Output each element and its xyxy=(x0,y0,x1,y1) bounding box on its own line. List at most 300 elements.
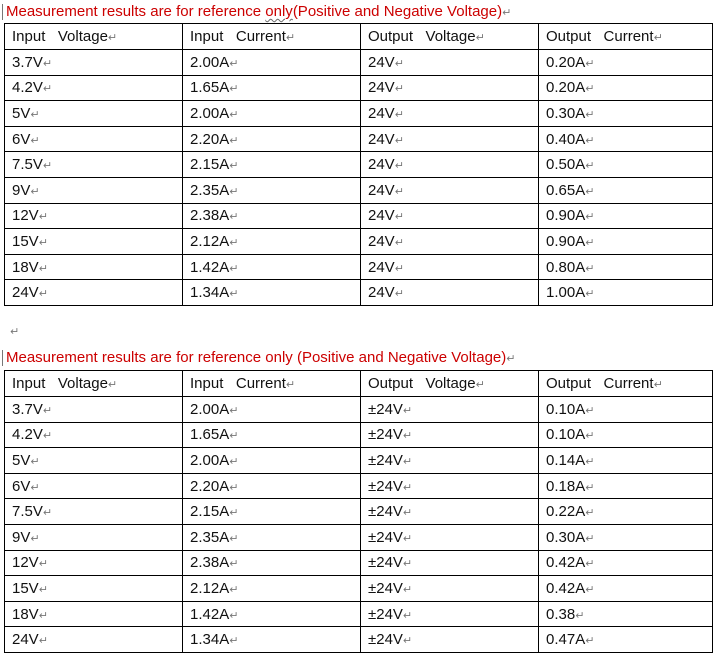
table-header-row xyxy=(5,24,713,50)
cell-value: ±24V xyxy=(368,477,403,495)
table-body xyxy=(5,371,713,653)
cell-value: 24V xyxy=(368,284,395,302)
paragraph-mark-icon: ↵ xyxy=(38,236,48,249)
paragraph-mark-icon: ↵ xyxy=(42,404,53,417)
cell-value: 0.20A xyxy=(546,53,586,71)
table-cell xyxy=(183,473,361,499)
cell-value: 2.12A xyxy=(190,232,230,250)
table-cell xyxy=(183,448,361,474)
table-cell xyxy=(361,499,539,525)
paragraph-mark-icon: ↵ xyxy=(585,185,595,198)
cell-value: 6V xyxy=(12,477,31,495)
paragraph-mark-icon: ↵ xyxy=(394,108,404,121)
cell-value: 0.20A xyxy=(546,79,586,97)
table-row xyxy=(5,229,713,255)
table-cell xyxy=(361,473,539,499)
paragraph-mark-icon: ↵ xyxy=(38,635,48,648)
paragraph-mark-icon: ↵ xyxy=(30,455,40,468)
paragraph-mark-icon: ↵ xyxy=(394,236,404,249)
paragraph-mark-icon: ↵ xyxy=(229,430,239,443)
paragraph-mark-icon: ↵ xyxy=(585,211,595,224)
table-cell xyxy=(539,422,713,448)
cell-value: 12V xyxy=(12,207,39,225)
table-cell xyxy=(183,229,361,255)
table-cell xyxy=(539,254,713,280)
cell-value: 2.20A xyxy=(190,477,230,495)
paragraph-mark-icon: ↵ xyxy=(402,481,413,494)
cell-value: 24V xyxy=(368,130,395,148)
paragraph-mark-icon: ↵ xyxy=(402,507,413,520)
table-cell xyxy=(361,101,539,127)
cell-value: 3.7V xyxy=(12,53,43,71)
results-table-single-voltage xyxy=(4,23,713,306)
paragraph-mark-icon: ↵ xyxy=(394,134,404,147)
table-cell xyxy=(539,229,713,255)
paragraph-mark-icon: ↵ xyxy=(229,507,239,520)
table-cell xyxy=(361,280,539,306)
table-row xyxy=(5,601,713,627)
cell-value: 18V xyxy=(12,258,39,276)
table-row xyxy=(5,203,713,229)
paragraph-mark-icon: ↵ xyxy=(394,262,404,275)
table-cell xyxy=(5,203,183,229)
table-row xyxy=(5,627,713,653)
cell-value: 5V xyxy=(12,104,31,122)
column-header xyxy=(361,371,539,397)
cell-value: 2.20A xyxy=(190,130,230,148)
cell-value: 1.34A xyxy=(190,284,230,302)
cell-value: 0.30A xyxy=(546,528,586,546)
table-cell xyxy=(183,101,361,127)
table-row xyxy=(5,524,713,550)
paragraph-mark-icon: ↵ xyxy=(229,160,239,173)
cell-value: 2.15A xyxy=(190,503,230,521)
column-header xyxy=(361,24,539,50)
table-cell xyxy=(361,397,539,423)
paragraph-mark-icon: ↵ xyxy=(502,7,512,19)
paragraph-mark-icon: ↵ xyxy=(229,57,239,70)
cell-value: 2.35A xyxy=(190,181,230,199)
table-cell xyxy=(539,397,713,423)
cell-value: 1.65A xyxy=(190,79,230,97)
table-cell xyxy=(5,524,183,550)
table-cell xyxy=(5,152,183,178)
table-cell xyxy=(361,550,539,576)
table-cell xyxy=(183,152,361,178)
column-header-label: Output Current xyxy=(546,28,654,45)
paragraph-mark-icon: ↵ xyxy=(229,481,239,494)
table-cell xyxy=(361,50,539,76)
paragraph-mark-icon: ↵ xyxy=(402,635,413,648)
paragraph-mark-icon: ↵ xyxy=(42,83,53,96)
cell-value: 24V xyxy=(368,156,395,174)
table-cell xyxy=(361,254,539,280)
table-cell xyxy=(5,550,183,576)
table-row xyxy=(5,50,713,76)
paragraph-mark-icon: ↵ xyxy=(229,211,239,224)
table-cell xyxy=(361,524,539,550)
cell-value: ±24V xyxy=(368,503,403,521)
column-header xyxy=(5,24,183,50)
paragraph-mark-icon: ↵ xyxy=(402,404,413,417)
paragraph-mark-icon: ↵ xyxy=(585,160,595,173)
table-row xyxy=(5,280,713,306)
table-cell xyxy=(539,126,713,152)
cell-value: 2.38A xyxy=(190,554,230,572)
table-cell xyxy=(5,397,183,423)
table-cell xyxy=(5,448,183,474)
cell-value: 18V xyxy=(12,605,39,623)
table-cell xyxy=(539,448,713,474)
cell-value: 0.40A xyxy=(546,130,586,148)
table-cell xyxy=(183,203,361,229)
cell-value: 0.22A xyxy=(546,503,586,521)
heading-text-tail: (Positive and Negative Voltage) xyxy=(292,3,503,20)
text-cursor-bar xyxy=(2,4,3,20)
cell-value: 2.00A xyxy=(190,53,230,71)
cell-value: 0.38 xyxy=(546,605,576,623)
table-cell xyxy=(539,576,713,602)
table-cell xyxy=(539,50,713,76)
paragraph-mark-icon: ↵ xyxy=(38,558,48,571)
paragraph-mark-icon: ↵ xyxy=(229,583,239,596)
table-cell xyxy=(5,126,183,152)
cell-value: 2.00A xyxy=(190,400,230,418)
table-cell xyxy=(361,229,539,255)
paragraph-mark-icon: ↵ xyxy=(285,32,296,44)
table-cell xyxy=(361,75,539,101)
table-cell xyxy=(183,499,361,525)
table-cell xyxy=(5,254,183,280)
cell-value: 1.42A xyxy=(190,258,230,276)
table-cell xyxy=(539,473,713,499)
cell-value: 0.18A xyxy=(546,477,586,495)
paragraph-mark-icon: ↵ xyxy=(229,455,239,468)
paragraph-mark-icon: ↵ xyxy=(229,134,239,147)
cell-value: 1.00A xyxy=(546,284,586,302)
cell-value: 24V xyxy=(368,232,395,250)
column-header xyxy=(183,24,361,50)
cell-value: 6V xyxy=(12,130,31,148)
paragraph-mark-icon: ↵ xyxy=(229,532,239,545)
column-header xyxy=(5,371,183,397)
paragraph-mark-icon: ↵ xyxy=(402,430,413,443)
paragraph-mark-icon: ↵ xyxy=(30,134,40,147)
table-cell xyxy=(539,524,713,550)
cell-value: 24V xyxy=(368,79,395,97)
cell-value: 0.50A xyxy=(546,156,586,174)
table-row xyxy=(5,499,713,525)
paragraph-mark-icon: ↵ xyxy=(229,185,239,198)
table-cell xyxy=(5,177,183,203)
table-cell xyxy=(361,448,539,474)
column-header-label: Output Voltage xyxy=(368,28,476,45)
cell-value: 0.90A xyxy=(546,232,586,250)
paragraph-mark-icon: ↵ xyxy=(585,481,595,494)
table-cell xyxy=(5,499,183,525)
table-row xyxy=(5,422,713,448)
cell-value: 12V xyxy=(12,554,39,572)
table-body xyxy=(5,24,713,306)
paragraph-mark-icon: ↵ xyxy=(285,379,296,391)
table-cell xyxy=(361,627,539,653)
cell-value: 3.7V xyxy=(12,400,43,418)
cell-value: 4.2V xyxy=(12,426,43,444)
results-table-dual-voltage xyxy=(4,370,713,653)
column-header xyxy=(539,371,713,397)
table-row xyxy=(5,101,713,127)
table-cell xyxy=(183,177,361,203)
paragraph-mark-icon: ↵ xyxy=(394,83,404,96)
column-header-label: Input Current xyxy=(190,375,286,392)
table-cell xyxy=(539,499,713,525)
table-cell xyxy=(183,280,361,306)
paragraph-mark-icon: ↵ xyxy=(229,262,239,275)
table-cell xyxy=(183,50,361,76)
cell-value: 24V xyxy=(12,631,39,649)
cell-value: 2.15A xyxy=(190,156,230,174)
paragraph-mark-icon: ↵ xyxy=(30,532,40,545)
paragraph-mark-icon: ↵ xyxy=(229,236,239,249)
cell-value: 0.47A xyxy=(546,631,586,649)
table-cell xyxy=(361,576,539,602)
cell-value: 7.5V xyxy=(12,503,43,521)
cell-value: ±24V xyxy=(368,451,403,469)
cell-value: 1.42A xyxy=(190,605,230,623)
paragraph-mark-icon: ↵ xyxy=(229,609,239,622)
paragraph-mark-icon: ↵ xyxy=(585,57,595,70)
table-row xyxy=(5,550,713,576)
table-row xyxy=(5,448,713,474)
column-header xyxy=(183,371,361,397)
paragraph-mark-icon: ↵ xyxy=(402,558,413,571)
table-cell xyxy=(183,397,361,423)
paragraph-mark-icon: ↵ xyxy=(38,262,48,275)
paragraph-mark-icon: ↵ xyxy=(229,108,239,121)
paragraph-mark-icon: ↵ xyxy=(653,379,663,391)
column-header-label: Input Current xyxy=(190,28,286,45)
paragraph-mark-icon: ↵ xyxy=(38,583,48,596)
table-row xyxy=(5,177,713,203)
cell-value: 9V xyxy=(12,181,31,199)
paragraph-mark-icon: ↵ xyxy=(585,134,595,147)
paragraph-mark-icon: ↵ xyxy=(394,288,404,301)
cell-value: 15V xyxy=(12,232,39,250)
cell-value: 0.65A xyxy=(546,181,586,199)
paragraph-mark-icon: ↵ xyxy=(585,262,595,275)
cell-value: 2.00A xyxy=(190,104,230,122)
cell-value: 0.90A xyxy=(546,207,586,225)
cell-value: ±24V xyxy=(368,605,403,623)
cell-value: 1.34A xyxy=(190,631,230,649)
paragraph-mark-icon: ↵ xyxy=(653,32,663,44)
table-cell xyxy=(539,152,713,178)
table-cell xyxy=(361,152,539,178)
paragraph-mark-icon: ↵ xyxy=(229,635,239,648)
column-header-label: Input Voltage xyxy=(12,28,108,45)
cell-value: 0.42A xyxy=(546,579,586,597)
paragraph-mark-icon: ↵ xyxy=(402,583,413,596)
cell-value: 7.5V xyxy=(12,156,43,174)
paragraph-mark-icon: ↵ xyxy=(585,236,595,249)
paragraph-mark-icon: ↵ xyxy=(229,404,239,417)
paragraph-mark-icon: ↵ xyxy=(30,481,40,494)
cell-value: ±24V xyxy=(368,554,403,572)
paragraph-mark-icon: ↵ xyxy=(585,635,595,648)
table-1-heading xyxy=(6,1,511,23)
table-cell xyxy=(5,280,183,306)
paragraph-mark-icon: ↵ xyxy=(394,160,404,173)
table-cell xyxy=(5,422,183,448)
paragraph-mark-icon: ↵ xyxy=(585,507,595,520)
cell-value: 24V xyxy=(368,104,395,122)
table-cell xyxy=(361,203,539,229)
paragraph-mark-icon: ↵ xyxy=(506,353,516,365)
cell-value: 24V xyxy=(368,181,395,199)
paragraph-mark-icon: ↵ xyxy=(42,160,53,173)
table-row xyxy=(5,126,713,152)
table-row xyxy=(5,152,713,178)
paragraph-mark-icon: ↵ xyxy=(229,558,239,571)
table-cell xyxy=(5,101,183,127)
cell-value: 4.2V xyxy=(12,79,43,97)
paragraph-mark-icon: ↵ xyxy=(585,532,595,545)
cell-value: ±24V xyxy=(368,631,403,649)
cell-value: ±24V xyxy=(368,528,403,546)
table-cell xyxy=(183,576,361,602)
paragraph-mark-icon: ↵ xyxy=(42,507,53,520)
table-cell xyxy=(183,627,361,653)
column-header-label: Input Voltage xyxy=(12,375,108,392)
paragraph-mark-icon: ↵ xyxy=(42,57,53,70)
cell-value: 2.12A xyxy=(190,579,230,597)
table-cell xyxy=(5,627,183,653)
paragraph-mark-icon: ↵ xyxy=(575,609,585,622)
cell-value: ±24V xyxy=(368,400,403,418)
table-cell xyxy=(539,601,713,627)
paragraph-mark-icon: ↵ xyxy=(585,108,595,121)
paragraph-mark-icon: ↵ xyxy=(38,211,48,224)
paragraph-mark-icon: ↵ xyxy=(475,379,485,391)
paragraph-mark-icon: ↵ xyxy=(42,430,53,443)
table-cell xyxy=(539,627,713,653)
table-cell xyxy=(183,601,361,627)
cell-value: 24V xyxy=(368,207,395,225)
table-row xyxy=(5,576,713,602)
paragraph-mark-icon: ↵ xyxy=(38,288,48,301)
table-cell xyxy=(183,254,361,280)
cell-value: 24V xyxy=(368,53,395,71)
paragraph-mark-icon: ↵ xyxy=(585,83,595,96)
paragraph-mark-icon: ↵ xyxy=(229,288,239,301)
paragraph-mark-icon: ↵ xyxy=(585,558,595,571)
paragraph-mark-icon: ↵ xyxy=(585,583,595,596)
table-cell xyxy=(361,422,539,448)
cell-value: 0.10A xyxy=(546,400,586,418)
heading-text: Measurement results are for reference only (Positive and Negative Voltage) xyxy=(6,349,507,366)
table-cell xyxy=(183,550,361,576)
column-header xyxy=(539,24,713,50)
cell-value: 2.38A xyxy=(190,207,230,225)
paragraph-mark-icon: ↵ xyxy=(402,455,413,468)
table-cell xyxy=(539,203,713,229)
table-cell xyxy=(5,229,183,255)
table-cell xyxy=(361,126,539,152)
cell-value: 15V xyxy=(12,579,39,597)
table-cell xyxy=(183,422,361,448)
cell-value: 2.35A xyxy=(190,528,230,546)
cell-value: 9V xyxy=(12,528,31,546)
paragraph-mark-icon: ↵ xyxy=(107,379,118,391)
table-cell xyxy=(5,75,183,101)
paragraph-mark-icon: ↵ xyxy=(585,430,595,443)
table-row xyxy=(5,397,713,423)
table-cell xyxy=(183,75,361,101)
paragraph-mark-icon: ↵ xyxy=(107,32,118,44)
cell-value: 1.65A xyxy=(190,426,230,444)
cell-value: 5V xyxy=(12,451,31,469)
cell-value: 24V xyxy=(12,284,39,302)
table-cell xyxy=(539,550,713,576)
cell-value: 0.42A xyxy=(546,554,586,572)
cell-value: ±24V xyxy=(368,426,403,444)
cell-value: 2.00A xyxy=(190,451,230,469)
table-cell xyxy=(539,75,713,101)
paragraph-mark-icon: ↵ xyxy=(402,609,413,622)
spellcheck-squiggle-word: only xyxy=(265,3,293,20)
table-2-heading xyxy=(6,347,515,369)
paragraph-mark-icon: ↵ xyxy=(394,211,404,224)
table-cell xyxy=(183,524,361,550)
table-header-row xyxy=(5,371,713,397)
cell-value: 0.80A xyxy=(546,258,586,276)
paragraph-mark-icon: ↵ xyxy=(30,185,40,198)
cell-value: 0.30A xyxy=(546,104,586,122)
heading-text: Measurement results are for reference xyxy=(6,3,266,20)
paragraph-mark-icon: ↵ xyxy=(229,83,239,96)
cell-value: 0.10A xyxy=(546,426,586,444)
cell-value: ±24V xyxy=(368,579,403,597)
table-cell xyxy=(539,280,713,306)
paragraph-mark-icon: ↵ xyxy=(38,609,48,622)
paragraph-mark-icon: ↵ xyxy=(585,288,595,301)
table-cell xyxy=(5,50,183,76)
paragraph-mark-icon: ↵ xyxy=(585,404,595,417)
paragraph-mark-icon: ↵ xyxy=(30,108,40,121)
table-cell xyxy=(5,601,183,627)
table-cell xyxy=(361,177,539,203)
table-cell xyxy=(361,601,539,627)
paragraph-mark-icon: ↵ xyxy=(585,455,595,468)
column-header-label: Output Voltage xyxy=(368,375,476,392)
paragraph-mark-icon: ↵ xyxy=(475,32,485,44)
paragraph-mark-icon: ↵ xyxy=(394,57,404,70)
column-header-label: Output Current xyxy=(546,375,654,392)
text-cursor-bar xyxy=(2,350,3,366)
table-cell xyxy=(539,101,713,127)
paragraph-mark-icon: ↵ xyxy=(10,326,20,338)
cell-value: 24V xyxy=(368,258,395,276)
table-cell xyxy=(539,177,713,203)
table-cell xyxy=(5,576,183,602)
cell-value: 0.14A xyxy=(546,451,586,469)
table-row xyxy=(5,75,713,101)
table-row xyxy=(5,473,713,499)
paragraph-mark-icon: ↵ xyxy=(402,532,413,545)
table-cell xyxy=(5,473,183,499)
table-row xyxy=(5,254,713,280)
table-cell xyxy=(183,126,361,152)
